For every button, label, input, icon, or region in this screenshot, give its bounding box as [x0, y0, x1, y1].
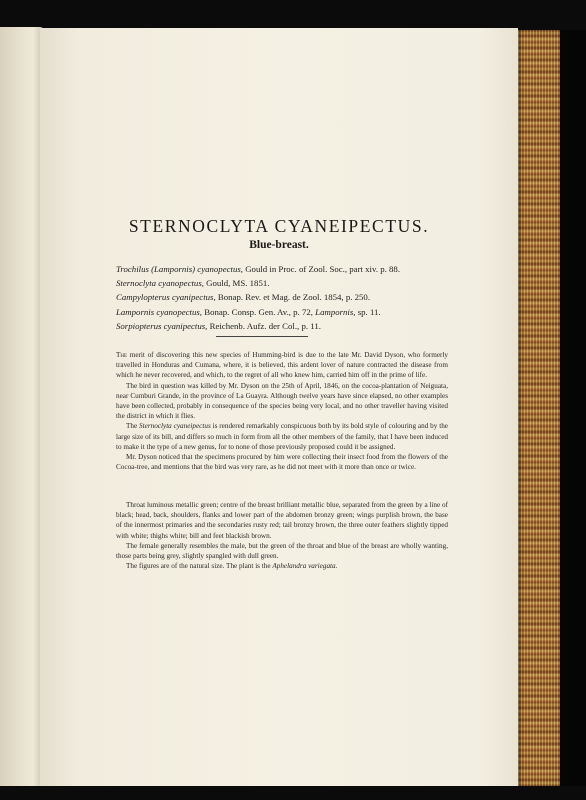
gilt-fore-edge [518, 30, 560, 786]
paragraph: The female generally resembles the male, but the green of the throat and blue of the breast are wholly wanting, those parts being grey, slightly spangled with dull green. [116, 541, 448, 561]
background-edge [560, 30, 586, 786]
synonymy-list [116, 262, 400, 333]
paragraph: The bird in question was killed by Mr. Dyson on the 25th of April, 1846, on the cocoa-plantation of Neiguata, near Cumburi Grande, in the province of La Guayra. Although twelve years have since elapsed, no other examples have been collected, probably in consequence of the species being very local, and no other traveller having visited the district in which it flies. [116, 381, 448, 421]
paragraph: Mr. Dyson noticed that the specimens procured by him were collecting their insect food from the flowers of the Cocoa-tree, and mentions that the bird was very rare, as he did not meet with it more than once or twice. [116, 453, 448, 472]
paragraph: Throat luminous metallic green; centre of the breast brilliant metallic blue, separated from the green by a line of black; head, back, shoulders, flanks and lower part of the abdomen bronzy green; wings purplish brown, the base of the innermost primaries and the secondaries rusty red; tail bronzy brown, the three outer feathers slightly tipped with white; thighs white; bill and feet blackish brown. [116, 501, 448, 540]
divider-rule [216, 336, 308, 337]
page-title: STERNOCLYTA CYANEIPECTUS. [128, 216, 430, 236]
left-page-edge [0, 27, 44, 786]
description-section [116, 500, 448, 571]
synonym-line: Lampornis cyanopectus, Bonap. Consp. Gen. Av., p. 72, Lampornis, sp. 11. [116, 306, 381, 317]
history-section [116, 350, 448, 472]
synonym-line: Sorpiopterus cyanipectus, Reichenb. Aufz. der Col., p. 11. [116, 320, 321, 331]
paragraph: The Sternoclyta cyaneipectus is rendered remarkably conspicuous both by its bold style of colouring and by the large size of its bill, and differs so much in form from all the other members of the family, that I have been induced to make it the type of a new genus, for to none of those previously proposed could it be assigned. [116, 422, 448, 451]
paragraph: The merit of discovering this new species of Humming-bird is due to the late Mr. David Dyson, who formerly travelled in Honduras and Cumana, where, it is believed, this ardent lover of nature contracted the disease from which he never recovered, and which, to the regret of all who knew him, carried him off in the prime of life. [116, 351, 448, 380]
synonym-line: Sternoclyta cyanopectus, Gould, MS. 1851. [116, 278, 270, 289]
paragraph: The figures are of the natural size. The plant is the Aphelandra variegata. [126, 562, 338, 571]
synonym-line: Trochilus (Lampornis) cyanopectus, Gould in Proc. of Zool. Soc., part xiv. p. 88. [116, 264, 401, 274]
synonym-line: Campylopterus cyanipectus, Bonap. Rev. et Mag. de Zool. 1854, p. 250. [116, 292, 371, 303]
common-name: Blue-breast. [249, 239, 309, 251]
